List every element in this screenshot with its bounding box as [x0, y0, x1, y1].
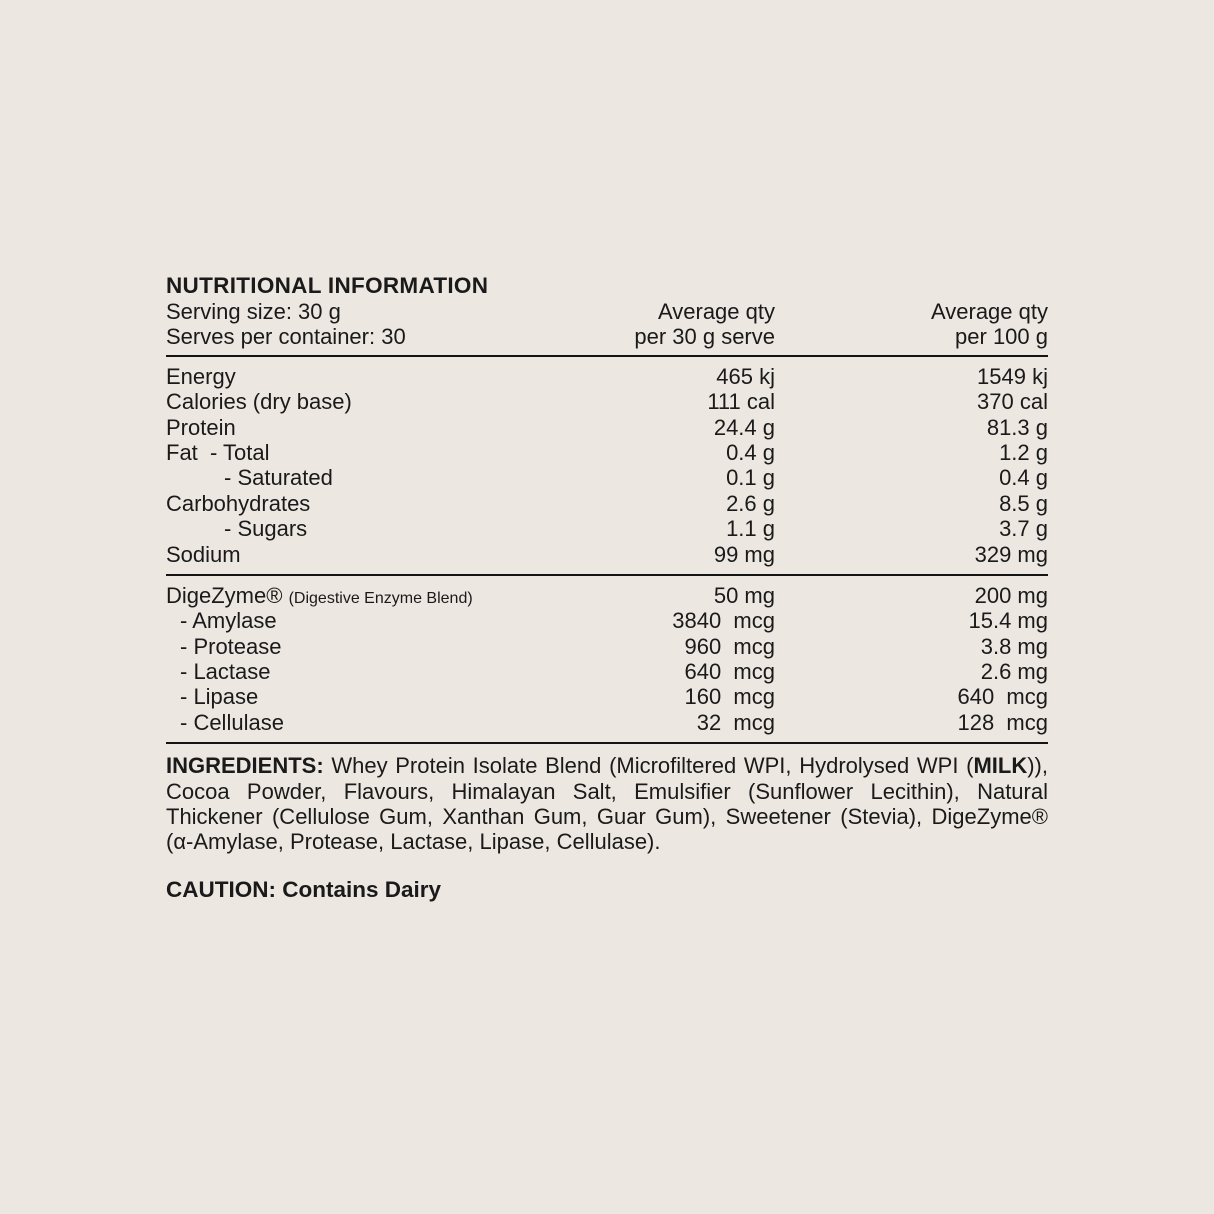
- table-row: [166, 684, 1048, 709]
- divider: [166, 742, 1048, 744]
- serves-per-container: Serves per container: 30: [166, 324, 406, 350]
- table-row: [166, 710, 1048, 735]
- nutrient-per-serve: 465 kj: [716, 363, 775, 389]
- col1-header-line2: per 30 g serve: [634, 324, 775, 350]
- enzyme-per-serve: 32 mcg: [696, 709, 775, 735]
- nutrient-per-serve: 0.4 g: [726, 439, 775, 465]
- nutrient-name: - Saturated: [224, 465, 333, 491]
- table-row: [166, 364, 1048, 389]
- nutrition-title: NUTRITIONAL INFORMATION: [166, 273, 489, 298]
- table-header: [166, 299, 1048, 350]
- enzyme-per-100g: 3.8 mg: [980, 633, 1048, 659]
- enzyme-blend-name: DigeZyme®: [166, 582, 283, 608]
- ingredients-heading: INGREDIENTS:: [166, 753, 324, 779]
- enzyme-blend-label: [166, 583, 535, 611]
- table-row: [166, 634, 1048, 659]
- nutrient-name: Carbohydrates: [166, 490, 311, 516]
- enzyme-per-100g: 15.4 mg: [968, 608, 1048, 634]
- table-row: [166, 659, 1048, 684]
- allergen-milk: MILK: [973, 753, 1028, 779]
- nutrient-name: Fat - Total: [166, 439, 270, 465]
- nutrient-per-serve: 1.1 g: [726, 516, 775, 542]
- enzyme-per-serve: 50 mg: [713, 582, 775, 608]
- nutrient-name: Energy: [166, 363, 236, 389]
- nutrient-per-100g: 1549 kj: [977, 363, 1048, 389]
- col2-header-line2: per 100 g: [955, 324, 1048, 350]
- enzyme-name: - Protease: [180, 633, 282, 659]
- nutrition-panel: [166, 272, 1048, 903]
- enzyme-name: - Lactase: [180, 659, 271, 685]
- col2-header-line1: Average qty: [930, 299, 1048, 324]
- enzyme-blend-note: (Digestive Enzyme Blend): [288, 589, 473, 607]
- nutrient-name: Protein: [166, 414, 236, 440]
- table-row: [166, 415, 1048, 440]
- ingredients-text-part1: Whey Protein Isolate Blend (Microfiltered WPI, Hydrolysed WPI (: [323, 753, 974, 779]
- enzyme-per-serve: 160 mcg: [684, 684, 775, 710]
- nutrient-per-serve: 99 mg: [713, 541, 775, 567]
- nutrient-per-100g: 8.5 g: [999, 490, 1048, 516]
- ingredients-text-part2: )), Cocoa Powder, Flavours, Himalayan Salt, Emulsifier (Sunflower Lecithin), Natural Thickener (Cellulose Gum, Xanthan Gum, Guar Gum), Sweetener (Stevia), DigeZyme® (α-Amylase, Protease, Lactase, Lipase, Cellulase).: [166, 753, 1048, 855]
- enzyme-per-serve: 640 mcg: [684, 659, 775, 685]
- enzyme-per-100g: 2.6 mg: [980, 659, 1048, 685]
- enzyme-per-serve: 960 mcg: [684, 633, 775, 659]
- nutrient-per-100g: 1.2 g: [999, 439, 1048, 465]
- table-row: [166, 516, 1048, 541]
- enzyme-per-100g: 640 mcg: [957, 684, 1048, 710]
- table-row: [166, 608, 1048, 633]
- nutrients-section: [166, 357, 1048, 574]
- nutrient-name: Calories (dry base): [166, 389, 352, 415]
- enzyme-section: [166, 576, 1048, 742]
- enzyme-per-100g: 128 mcg: [957, 709, 1048, 735]
- nutrient-per-100g: 329 mg: [974, 541, 1048, 567]
- nutrient-name: Sodium: [166, 541, 241, 567]
- table-row: [166, 583, 1048, 608]
- enzyme-name: - Lipase: [180, 684, 259, 710]
- caution-statement: CAUTION: Contains Dairy: [166, 876, 442, 902]
- enzyme-name: - Cellulase: [180, 709, 284, 735]
- enzyme-per-100g: 200 mg: [974, 582, 1048, 608]
- table-row: [166, 389, 1048, 414]
- enzyme-name: - Amylase: [180, 608, 277, 634]
- table-row: [166, 465, 1048, 490]
- enzyme-per-serve: 3840 mcg: [672, 608, 775, 634]
- nutrient-per-serve: 24.4 g: [713, 414, 775, 440]
- header-row-1: [166, 299, 1048, 324]
- nutrient-per-100g: 370 cal: [977, 389, 1048, 415]
- nutrient-per-100g: 3.7 g: [999, 516, 1048, 542]
- table-row: [166, 542, 1048, 567]
- nutrient-per-serve: 111 cal: [707, 389, 775, 415]
- table-row: [166, 440, 1048, 465]
- serving-size: Serving size: 30 g: [166, 299, 341, 324]
- header-row-2: [166, 324, 1048, 349]
- col1-header-line1: Average qty: [657, 299, 775, 324]
- nutrient-per-serve: 0.1 g: [726, 465, 775, 491]
- table-row: [166, 491, 1048, 516]
- nutrient-per-100g: 0.4 g: [999, 465, 1048, 491]
- nutrient-per-100g: 81.3 g: [986, 414, 1048, 440]
- ingredients-paragraph: [166, 753, 1048, 855]
- nutrient-name: - Sugars: [224, 516, 308, 542]
- nutrient-per-serve: 2.6 g: [726, 490, 775, 516]
